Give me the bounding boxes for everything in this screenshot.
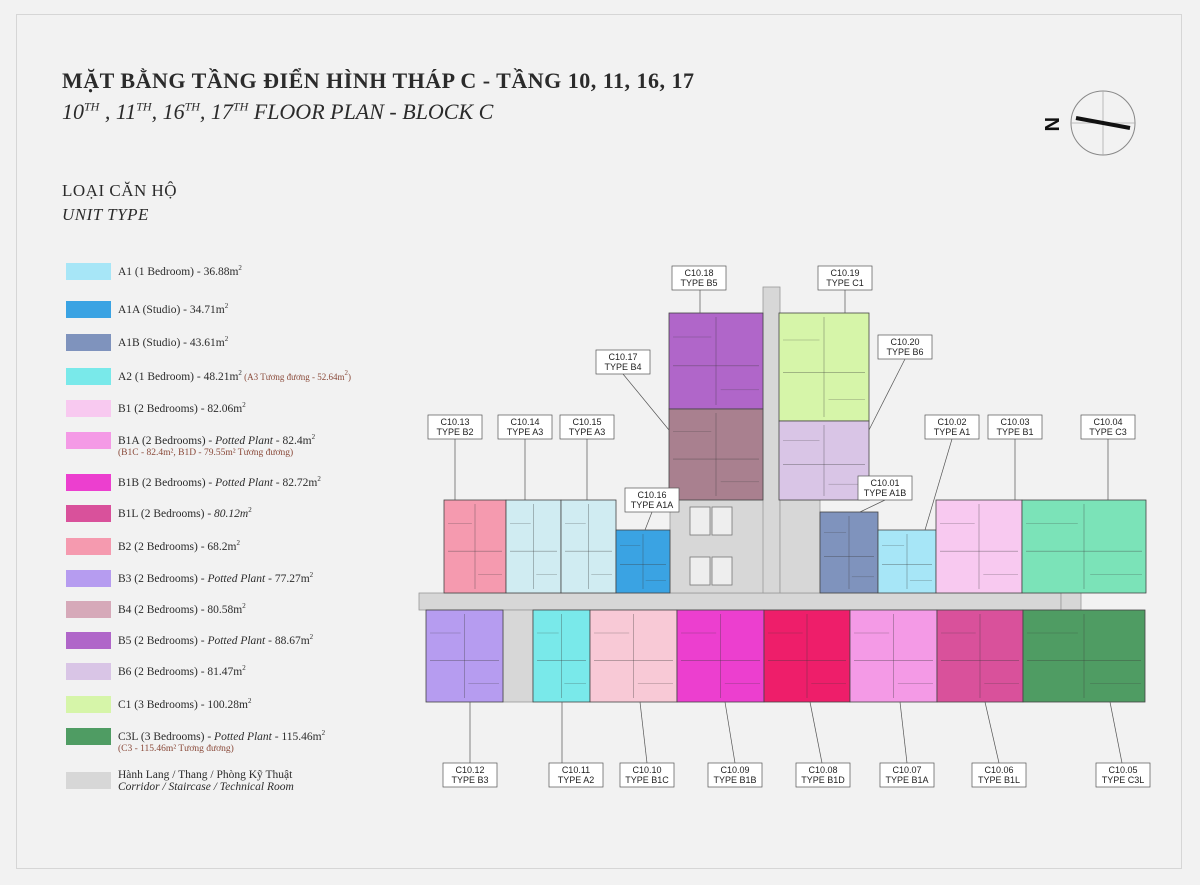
north-label: N — [1040, 117, 1062, 132]
unit-label-C10-19 — [818, 266, 872, 313]
legend-label: B6 (2 Bedrooms) - $81.47m^2$ — [118, 664, 246, 678]
unit-code: C10.05 — [1108, 765, 1138, 775]
unit-type: TYPE B6 — [886, 347, 924, 357]
unit-label-C10-13 — [428, 415, 482, 500]
unit-label-C10-07 — [880, 702, 934, 787]
legend-label: A2 (1 Bedroom) - $48.21m^2$ (A3 Tương đương - 52.64m$^2$) — [118, 369, 352, 383]
unit-label-C10-12 — [443, 702, 497, 787]
leader-line — [640, 702, 647, 763]
unit-label-C10-14 — [498, 415, 552, 500]
unit-label-C10-04 — [1081, 415, 1135, 500]
unit-type-heading-vn: LOẠI CĂN HỘ — [62, 181, 178, 200]
unit-type: TYPE B1L — [977, 775, 1021, 785]
unit-label-C10-10 — [620, 702, 674, 787]
unit-type: TYPE A2 — [557, 775, 595, 785]
unit-type: TYPE C3L — [1101, 775, 1145, 785]
core-stairs — [780, 500, 820, 593]
unit-type: TYPE A3 — [568, 427, 606, 437]
elevator-shaft — [712, 507, 732, 535]
unit-type: TYPE A1B — [863, 488, 907, 498]
unit-type: TYPE C3 — [1089, 427, 1127, 437]
legend-label: B1L (2 Bedrooms) - $80.12m^2$ — [118, 506, 252, 520]
leader-line — [645, 512, 652, 530]
legend-note: (C3 - 115.46m² Tương đương) — [118, 744, 234, 754]
legend-label: B1A (2 Bedrooms) - Potted Plant - $82.4m^2$ — [118, 433, 316, 447]
unit-label-C10-09 — [708, 702, 762, 787]
legend-label: A1B (Studio) - $43.61m^2$ — [118, 335, 229, 349]
unit-code: C10.12 — [455, 765, 485, 775]
unit-type: TYPE B1A — [885, 775, 929, 785]
legend-label: C3L (3 Bedrooms) - Potted Plant - $115.46m^2$ — [118, 729, 326, 743]
unit-type: TYPE C1 — [826, 278, 864, 288]
unit-code: C10.15 — [572, 417, 602, 427]
leader-line — [985, 702, 999, 763]
unit-label-C10-11 — [549, 702, 603, 787]
unit-code: C10.06 — [984, 765, 1014, 775]
unit-label-C10-20 — [869, 335, 932, 430]
legend-label: A1A (Studio) - $34.71m^2$ — [118, 302, 229, 316]
unit-code: C10.19 — [830, 268, 860, 278]
leader-line — [623, 374, 669, 430]
unit-code: C10.13 — [440, 417, 470, 427]
unit-code: C10.09 — [720, 765, 750, 775]
unit-type: TYPE B3 — [451, 775, 489, 785]
elevator-shaft — [690, 507, 710, 535]
legend-label: B3 (2 Bedrooms) - Potted Plant - $77.27m^2$ — [118, 571, 314, 585]
leader-line — [1110, 702, 1122, 763]
elevator-shaft — [690, 557, 710, 585]
unit-type: TYPE B1D — [801, 775, 845, 785]
unit-type: TYPE B1C — [625, 775, 669, 785]
title-vietnamese: MẶT BẰNG TẦNG ĐIỂN HÌNH THÁP C - TẦNG 10, 11, 16, 17 — [62, 68, 695, 93]
legend-label: B5 (2 Bedrooms) - Potted Plant - $88.67m^2$ — [118, 633, 314, 647]
unit-label-C10-03 — [988, 415, 1042, 500]
compass-icon — [1040, 91, 1135, 155]
unit-code: C10.18 — [684, 268, 714, 278]
leader-line — [725, 702, 735, 763]
leader-line — [900, 702, 907, 763]
unit-type: TYPE B4 — [604, 362, 642, 372]
unit-type: TYPE A1A — [630, 500, 674, 510]
unit-label-C10-01 — [858, 476, 912, 512]
unit-label-C10-06 — [972, 702, 1026, 787]
legend-label: B2 (2 Bedrooms) - $68.2m^2$ — [118, 539, 241, 553]
legend-label: Hành Lang / Thang / Phòng Kỹ Thuật Corridor / Staircase / Technical Room — [118, 769, 294, 793]
staircase — [503, 610, 533, 702]
unit-code: C10.17 — [608, 352, 638, 362]
unit-label-C10-18 — [672, 266, 726, 313]
corridor — [419, 593, 1061, 610]
unit-type: TYPE B5 — [680, 278, 718, 288]
leader-line — [860, 500, 885, 512]
unit-type: TYPE A3 — [506, 427, 544, 437]
unit-type-heading-en: UNIT TYPE — [62, 205, 149, 224]
leader-line — [869, 359, 905, 430]
unit-label-C10-15 — [560, 415, 614, 500]
unit-label-C10-08 — [796, 702, 850, 787]
unit-code: C10.04 — [1093, 417, 1123, 427]
unit-code: C10.07 — [892, 765, 922, 775]
unit-code: C10.03 — [1000, 417, 1030, 427]
unit-code: C10.16 — [637, 490, 667, 500]
title-english: 10TH , 11TH, 16TH, 17TH FLOOR PLAN - BLOCK C — [62, 99, 494, 124]
legend-label: B1 (2 Bedrooms) - $82.06m^2$ — [118, 401, 246, 415]
legend-label: B1B (2 Bedrooms) - Potted Plant - $82.72m^2$ — [118, 475, 321, 489]
unit-code: C10.20 — [890, 337, 920, 347]
unit-type: TYPE A1 — [933, 427, 971, 437]
unit-code: C10.14 — [510, 417, 540, 427]
unit-code: C10.02 — [937, 417, 967, 427]
elevator-shaft — [712, 557, 732, 585]
unit-code: C10.08 — [808, 765, 838, 775]
unit-code: C10.11 — [561, 765, 591, 775]
unit-type: TYPE B2 — [436, 427, 474, 437]
unit-code: C10.01 — [870, 478, 900, 488]
unit-label-C10-05 — [1096, 702, 1150, 787]
legend-label: C1 (3 Bedrooms) - $100.28m^2$ — [118, 697, 252, 711]
legend-label: B4 (2 Bedrooms) - $80.58m^2$ — [118, 602, 246, 616]
unit-type: TYPE B1B — [713, 775, 757, 785]
legend-note: (B1C - 82.4m², B1D - 79.55m² Tương đương) — [118, 448, 294, 458]
unit-type: TYPE B1 — [996, 427, 1034, 437]
legend-label: A1 (1 Bedroom) - $36.88m^2$ — [118, 264, 242, 278]
vertical-corridor — [763, 287, 780, 593]
leader-line — [810, 702, 822, 763]
unit-code: C10.10 — [632, 765, 662, 775]
